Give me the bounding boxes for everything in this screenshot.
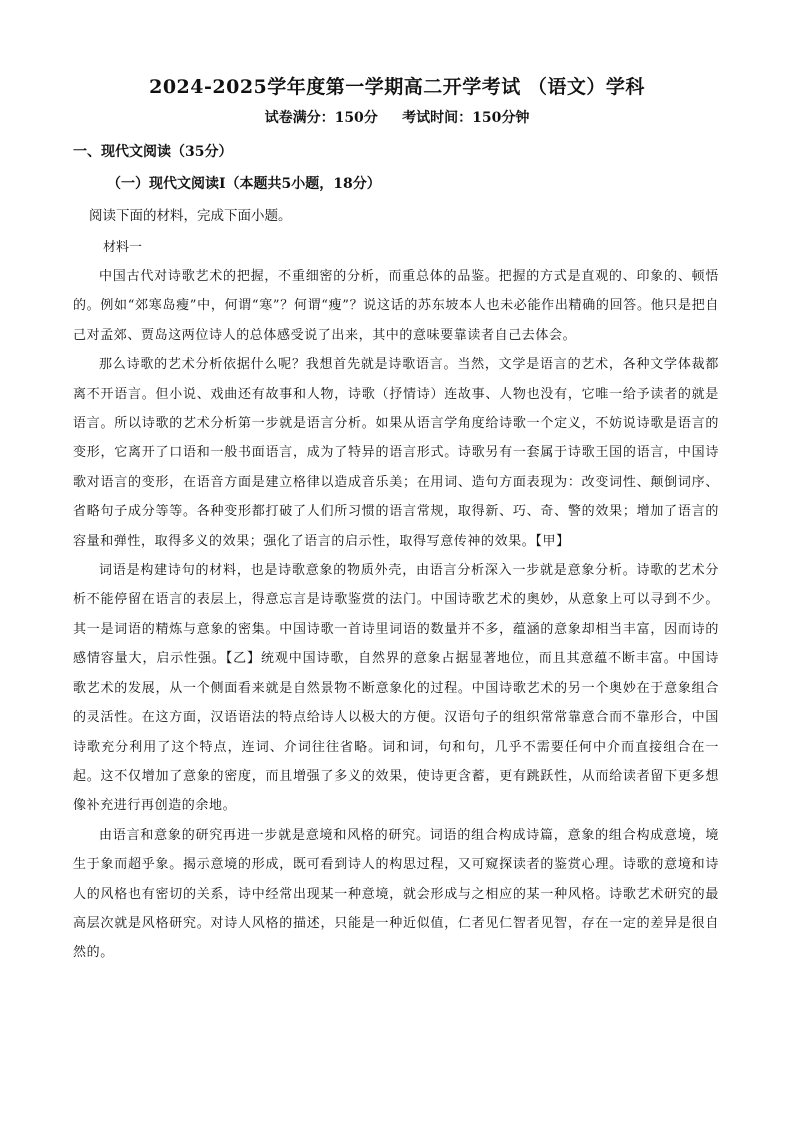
section-heading: 一、现代文阅读（35分） [73, 144, 233, 160]
passage-paragraph-1: 中国古代对诗歌艺术的把握，不重细密的分析，而重总体的品鉴。把握的方式是直观的、印象的、顿悟的。例如“郊寒岛瘦”中，何谓“寒”？何谓“瘦”？说这话的苏东坡本人也未必能作出精确的回答。他只是把自己对孟郊、贾岛这两位诗人的总体感受说了出来，其中的意味要靠读者自己去体会。 [73, 269, 719, 343]
subsection-heading: （一）现代文阅读Ⅰ（本题共5小题，18分） [107, 176, 381, 192]
reading-instruction: 阅读下面的材料，完成下面小题。 [89, 208, 292, 224]
passage-paragraph-3: 词语是构建诗句的材料，也是诗歌意象的物质外壳，由语言分析深入一步就是意象分析。诗歌的艺术分析不能停留在语言的表层上，得意忘言是诗歌鉴赏的法门。中国诗歌艺术的奥妙，从意象上可以寻到不少。其一是词语的精炼与意象的密集。中国诗歌一首诗里词语的数量并不多，蕴涵的意象却相当丰富，因而诗的感情容量大，启示性强。【乙】统观中国诗歌，自然界的意象占据显著地位，而且其意蕴不断丰富。中国诗歌艺术的发展，从一个侧面看来就是自然景物不断意象化的过程。中国诗歌艺术的另一个奥妙在于意象组合的灵活性。在这方面，汉语语法的特点给诗人以极大的方便。汉语句子的组织常常靠意合而不靠形合，中国诗歌充分利用了这个特点，连词、介词往往省略。词和词，句和句，几乎不需要任何中介而直接组合在一起。这不仅增加了意象的密度，而且增强了多义的效果，使诗更含蓄，更有跳跃性，从而给读者留下更多想像补充进行再创造的余地。 [73, 563, 719, 814]
passage-paragraph-4: 由语言和意象的研究再进一步就是意境和风格的研究。词语的组合构成诗篇，意象的组合构成意境，境生于象而超乎象。揭示意境的形成，既可看到诗人的构思过程，又可窥探读者的鉴赏心理。诗歌的意境和诗人的风格也有密切的关系，诗中经常出现某一种意境，就会形成与之相应的某一种风格。诗歌艺术研究的最高层次就是风格研究。对诗人风格的描述，只能是一种近似值，仁者见仁智者见智，存在一定的差异是很自然的。 [73, 827, 719, 961]
exam-meta: 试卷满分：150分 考试时间：150分钟 [264, 110, 530, 126]
material-label: 材料一 [103, 240, 143, 255]
exam-title: 2024-2025学年度第一学期高二开学考试 （语文）学科 [149, 76, 645, 98]
passage-paragraph-2: 那么诗歌的艺术分析依据什么呢？我想首先就是诗歌语言。当然，文学是语言的艺术，各种文学体裁都离不开语言。但小说、戏曲还有故事和人物，诗歌（抒情诗）连故事、人物也没有，它唯一给予读者的就是语言。所以诗歌的艺术分析第一步就是语言分析。如果从语言学角度给诗歌一个定义，不妨说诗歌是语言的变形，它离开了口语和一般书面语言，成为了特异的语言形式。诗歌另有一套属于诗歌王国的语言，中国诗歌对语言的变形，在语音方面是建立格律以造成音乐美；在用词、造句方面表现为：改变词性、颠倒词序、省略句子成分等等。各种变形都打破了人们所习惯的语言常规，取得新、巧、奇、警的效果；增加了语言的容量和弹性，取得多义的效果；强化了语言的启示性，取得写意传神的效果。【甲】 [73, 357, 719, 549]
passage-body [73, 262, 719, 968]
